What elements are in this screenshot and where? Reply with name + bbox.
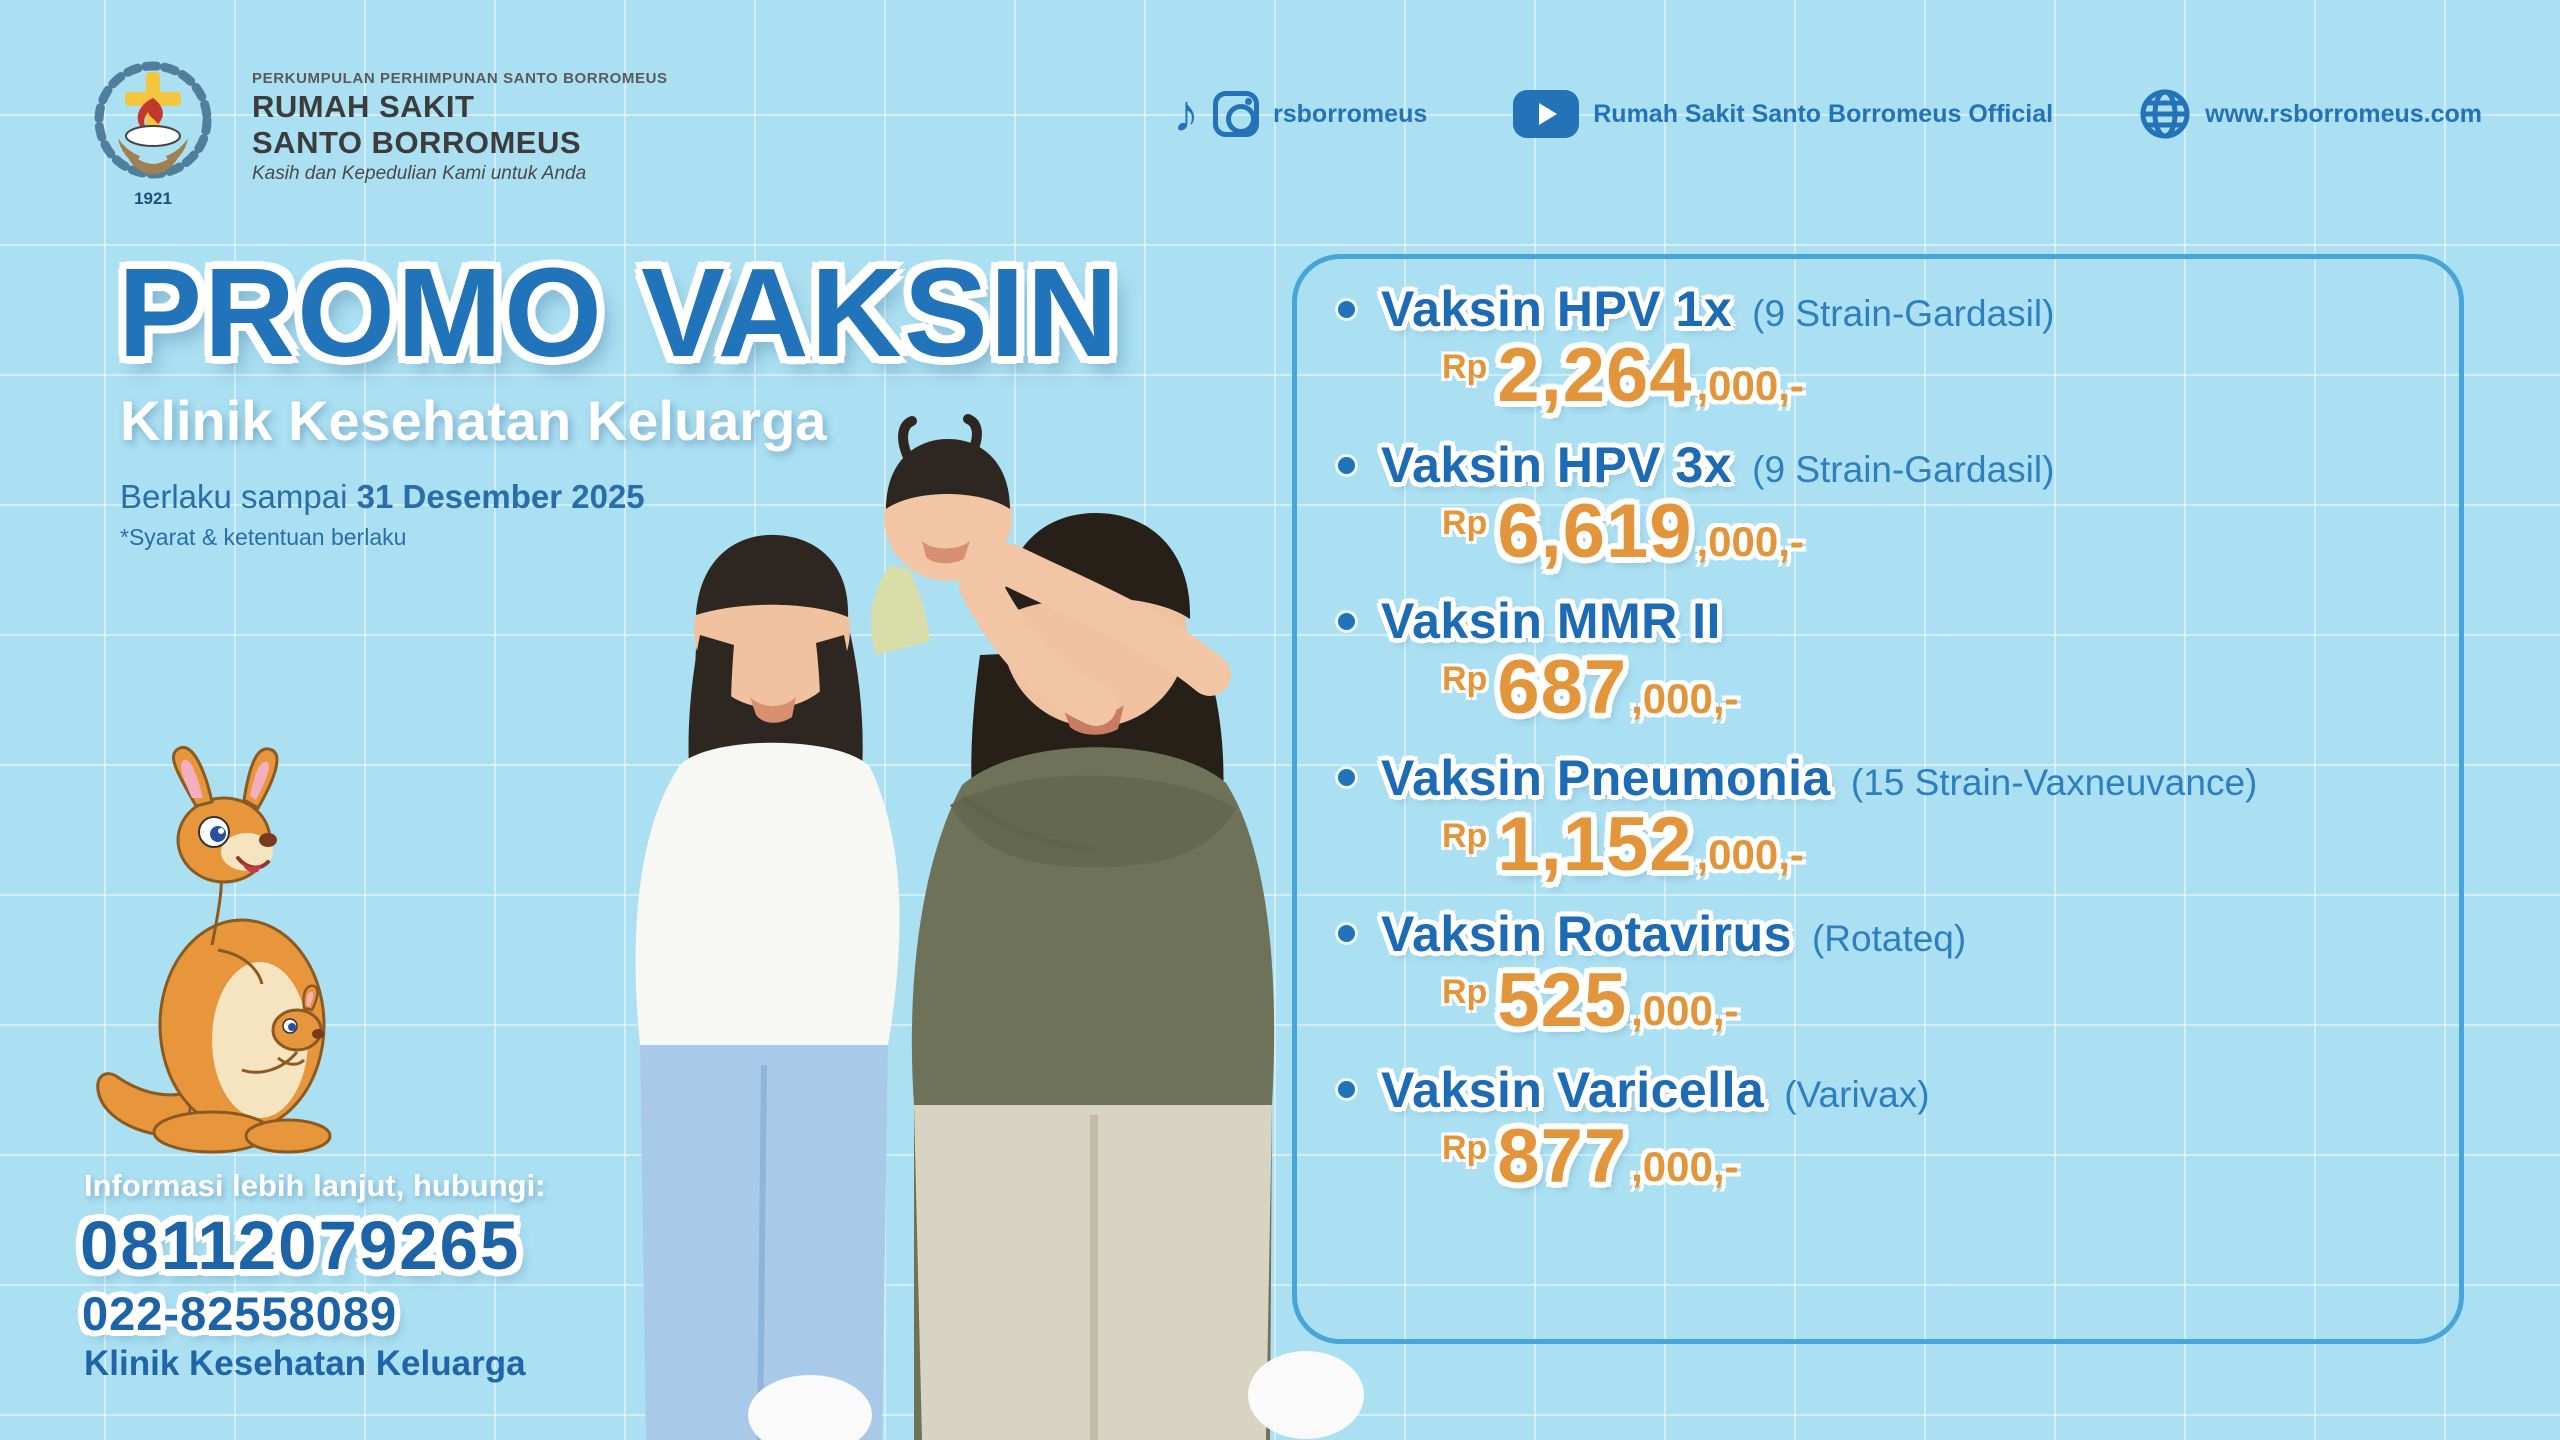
price-amount: 1,152 [1497,801,1693,887]
hospital-brand [78,52,668,212]
instagram-icon [1213,91,1259,137]
currency-label: Rp [1442,972,1488,1011]
price-thousands: ,000,- [1696,518,1804,566]
clinic-name: Klinik Kesehatan Keluarga [84,1344,526,1383]
price-amount: 2,264 [1497,333,1693,418]
list-item [1338,905,2518,1043]
social-handle-group[interactable] [1173,85,1428,143]
list-item [1338,1061,2518,1199]
social-handle: rsborromeus [1273,99,1428,128]
vaccine-detail: (9 Strain-Gardasil) [1752,449,2055,491]
vaccine-price-list [1338,280,2518,1217]
price-thousands: ,000,- [1631,674,1739,722]
kangaroo-mascot-icon [92,740,402,1155]
list-item [1338,280,2518,418]
tiktok-icon: ♪ [1173,85,1200,143]
vaccine-name: Vaksin MMR II [1381,593,1721,650]
org-small-title: PERKUMPULAN PERHIMPUNAN SANTO BORROMEUS [252,70,668,87]
currency-label: Rp [1442,348,1488,386]
price-amount: 877 [1497,1113,1628,1199]
price-amount: 687 [1497,645,1628,731]
price-thousands: ,000,- [1631,986,1739,1034]
vaccine-name: Vaksin Varicella [1381,1061,1765,1118]
social-bar [1173,85,2482,143]
hospital-logo-icon [78,52,228,212]
currency-label: Rp [1442,1128,1488,1167]
vaccine-name: Vaksin Pneumonia [1381,749,1831,806]
vaccine-name: Vaksin HPV 3x [1381,437,1733,494]
price-thousands: ,000,- [1696,362,1804,410]
list-item [1338,749,2518,887]
website-url: www.rsborromeus.com [2205,99,2482,128]
currency-label: Rp [1442,660,1488,699]
currency-label: Rp [1442,504,1488,543]
youtube-icon [1513,90,1579,138]
globe-icon [2139,88,2191,140]
vaccine-detail: (15 Strain-Vaxneuvance) [1850,761,2258,803]
phone-primary[interactable]: 08112079265 [80,1207,521,1284]
bullet-icon [1338,301,1355,318]
org-tagline: Kasih dan Kepedulian Kami untuk Anda [252,163,587,185]
list-item [1338,592,2518,731]
vaccine-name: Vaksin Rotavirus [1381,905,1792,962]
website-group[interactable] [2139,88,2482,140]
logo-year: 1921 [134,189,172,208]
youtube-channel-name: Rumah Sakit Santo Borromeus Official [1593,99,2054,128]
contact-label: Informasi lebih lanjut, hubungi: [84,1168,546,1203]
vaccine-detail: (9 Strain-Gardasil) [1752,293,2055,334]
promo-title: PROMO VAKSIN [118,242,1120,383]
list-item [1338,436,2518,575]
price-thousands: ,000,- [1631,1143,1739,1191]
terms-text: *Syarat & ketentuan berlaku [120,524,407,550]
vaccine-detail: (Rotateq) [1811,917,1967,959]
vaccine-detail: (Varivax) [1784,1073,1930,1115]
org-name-line1: RUMAH SAKIT [252,89,475,124]
price-amount: 525 [1497,957,1628,1043]
validity-date: 31 Desember 2025 [356,478,645,515]
promo-subtitle: Klinik Kesehatan Keluarga [120,389,827,452]
validity-text: Berlaku sampai 31 Desember 2025 [120,478,645,515]
price-amount: 6,619 [1497,489,1693,575]
phone-secondary[interactable]: 022-82558089 [82,1287,398,1340]
currency-label: Rp [1442,816,1488,855]
org-name-line2: SANTO BORROMEUS [252,125,582,161]
vaccine-name: Vaksin HPV 1x [1381,281,1733,337]
price-thousands: ,000,- [1696,830,1804,878]
family-photo [510,405,1470,1440]
youtube-group[interactable] [1513,90,2053,138]
